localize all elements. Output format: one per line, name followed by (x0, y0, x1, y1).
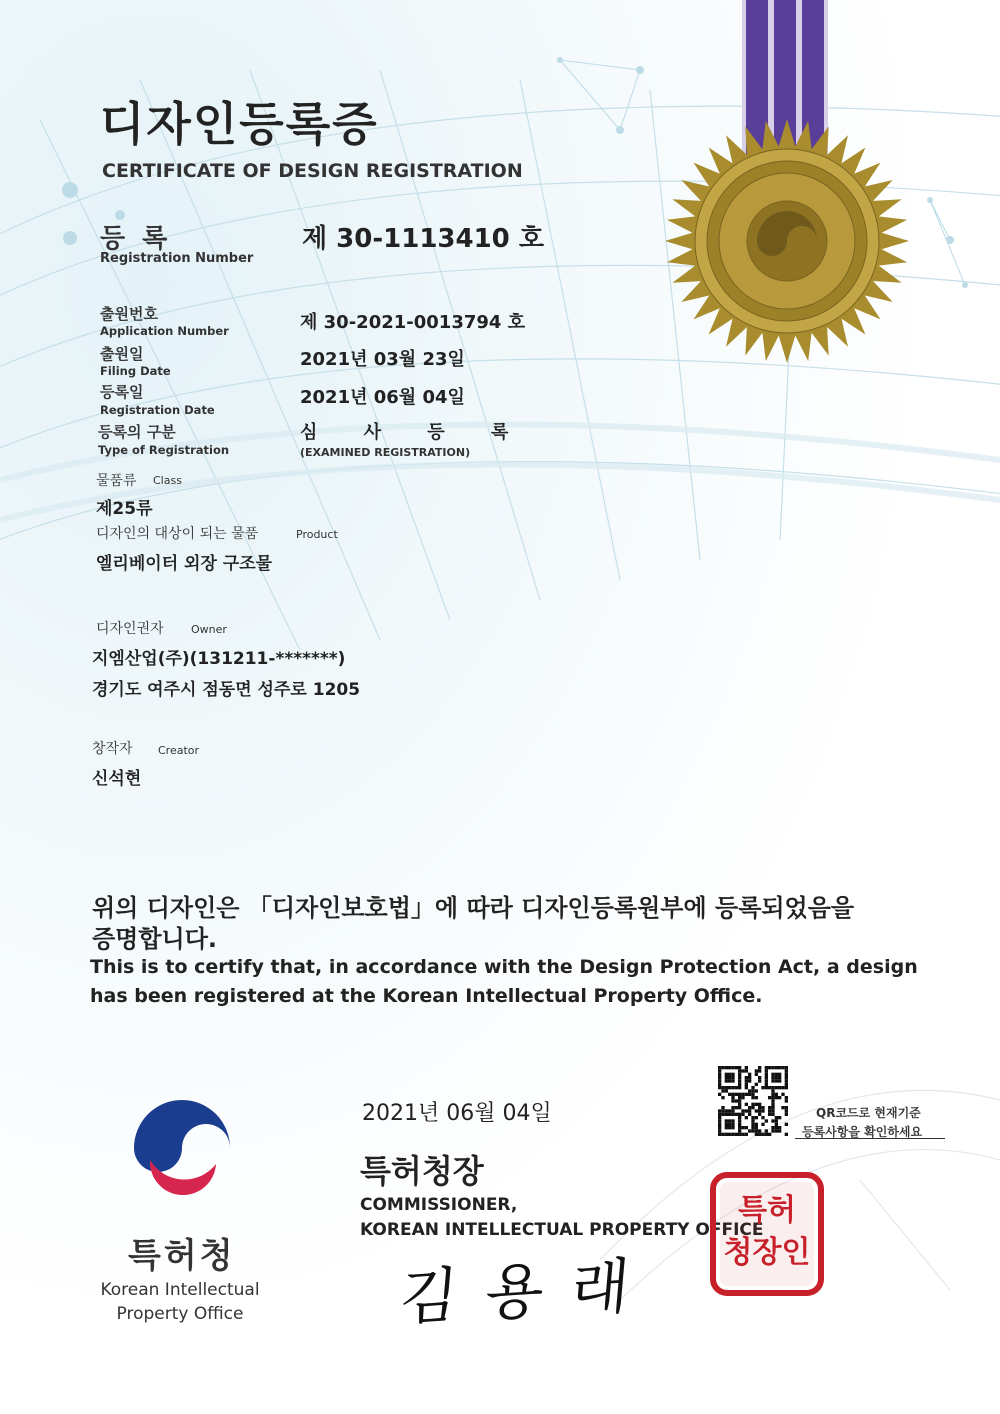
product-label-korean: 디자인의 대상이 되는 물품 (96, 526, 259, 542)
certification-statement-korean-line2: 증명합니다. (92, 925, 218, 953)
certificate-title-korean: 디자인등록증 (100, 97, 379, 151)
registration-type-label-korean: 등록의 구분 (98, 423, 176, 441)
application-number-value: 제 30-2021-0013794 호 (300, 312, 526, 333)
class-label-korean: 물품류 (96, 473, 137, 489)
certification-statement-korean-line1: 위의 디자인은 「디자인보호법」에 따라 디자인등록원부에 등록되었음을 (92, 894, 855, 922)
registration-type-value-english: (EXAMINED REGISTRATION) (300, 446, 471, 459)
filing-date-label-english: Filing Date (100, 364, 171, 378)
logo-english-name-line1: Korean Intellectual (100, 1280, 260, 1300)
application-number-label-korean: 출원번호 (100, 305, 158, 323)
registration-type-label-english: Type of Registration (98, 443, 230, 457)
owner-name: 지엠산업(주)(131211-*******) (92, 649, 346, 669)
commissioner-title-korean: 특허청장 (360, 1152, 484, 1190)
registration-number: 제 30-1113410 호 (302, 224, 544, 254)
qr-instruction-line2: 등록사항을 확인하세요 (802, 1125, 923, 1139)
certificate-title-english: CERTIFICATE OF DESIGN REGISTRATION (102, 160, 523, 182)
product-label-english: Product (296, 528, 338, 541)
registration-date-label-korean: 등록일 (100, 383, 144, 401)
creator-name: 신석현 (92, 769, 142, 789)
logo-english-name-line2: Property Office (116, 1304, 244, 1324)
owner-address: 경기도 여주시 점동면 성주로 1205 (92, 680, 361, 700)
owner-label-korean: 디자인권자 (96, 621, 164, 637)
registration-label-english: Registration Number (100, 251, 254, 266)
official-red-seal-icon (708, 1170, 826, 1298)
class-value: 제25류 (96, 499, 153, 519)
kipo-logo-icon (120, 1086, 244, 1210)
commissioner-title-english-line2: KOREAN INTELLECTUAL PROPERTY OFFICE (360, 1220, 764, 1240)
class-label-english: Class (153, 474, 182, 487)
svg-text:특허: 특허 (738, 1193, 796, 1228)
logo-korean-name: 특허청 (128, 1236, 236, 1276)
certification-statement-english-line1: This is to certify that, in accordance with the Design Protection Act, a design (90, 956, 918, 978)
registration-date-value: 2021년 06월 04일 (300, 387, 465, 408)
filing-date-value: 2021년 03월 23일 (300, 349, 465, 370)
commissioner-title-english-line1: COMMISSIONER, (360, 1195, 518, 1215)
creator-label-english: Creator (158, 744, 200, 757)
qr-instruction-line1: QR코드로 현재기준 (816, 1106, 921, 1120)
owner-label-english: Owner (191, 623, 227, 636)
registration-type-value: 심 사 등 록 (300, 422, 529, 443)
gold-seal-medal (662, 116, 912, 366)
product-value: 엘리베이터 외장 구조물 (96, 554, 273, 574)
registration-date-label-english: Registration Date (100, 403, 215, 417)
commissioner-signature: 김용래 (396, 1250, 661, 1334)
registration-label-korean: 등 록 (100, 224, 172, 254)
filing-date-label-korean: 출원일 (100, 345, 144, 363)
qr-code-icon[interactable] (718, 1066, 788, 1136)
application-number-label-english: Application Number (100, 324, 229, 338)
issue-date: 2021년 06월 04일 (362, 1101, 552, 1126)
svg-text:청장인: 청장인 (723, 1235, 811, 1270)
certification-statement-english-line2: has been registered at the Korean Intellectual Property Office. (90, 985, 763, 1007)
qr-divider-line (795, 1138, 945, 1139)
creator-label-korean: 창작자 (92, 741, 133, 757)
